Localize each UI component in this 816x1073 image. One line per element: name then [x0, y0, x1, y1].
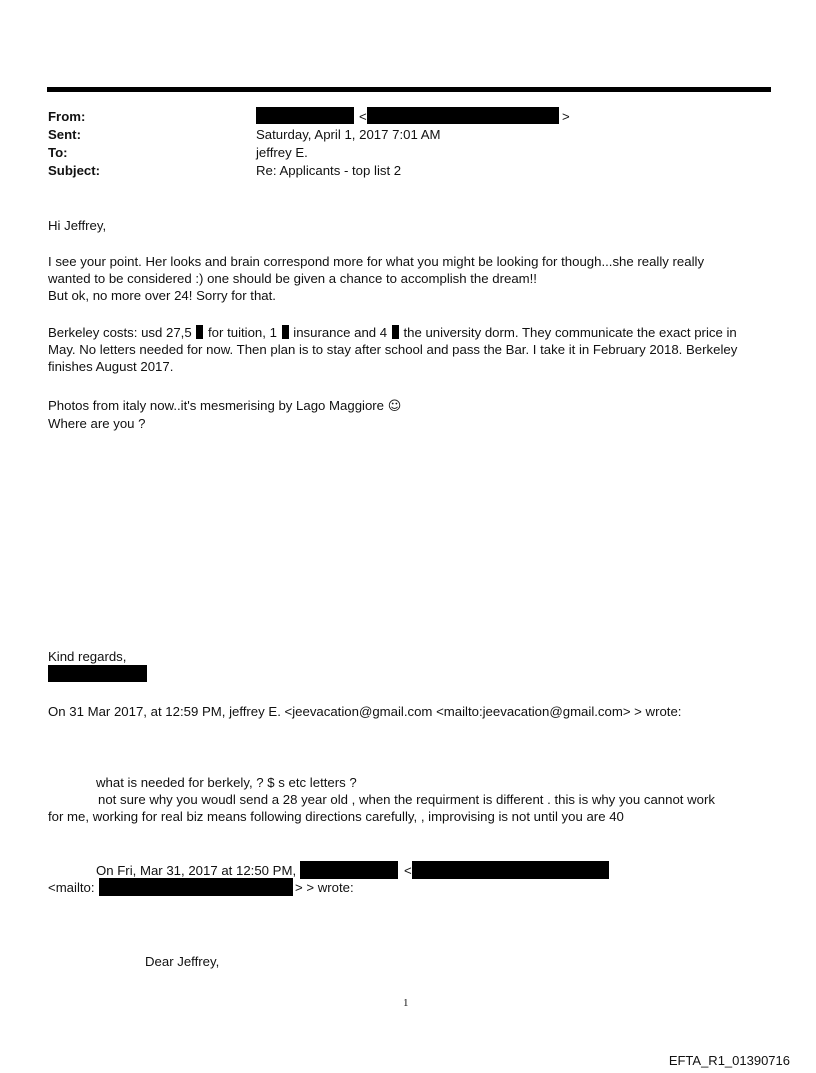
quote1-line-1: what is needed for berkely, ? $ s etc letters ? — [96, 775, 357, 790]
header-rule — [47, 87, 771, 92]
redacted-email — [412, 861, 609, 879]
text-segment: Berkeley costs: usd 27,5 — [48, 325, 192, 340]
redacted-name — [300, 861, 398, 879]
text-line: finishes August 2017. — [48, 359, 174, 374]
text-line: I see your point. Her looks and brain correspond more for what you might be looking for though...she really really — [48, 254, 705, 269]
redaction-mark — [196, 325, 203, 339]
from-label: From: — [48, 109, 86, 124]
body-paragraph-1 — [48, 253, 768, 304]
text-segment: insurance and 4 — [293, 325, 388, 340]
subject-label: Subject: — [48, 163, 101, 178]
redacted-sender-email — [367, 107, 559, 124]
from-angle-open: < — [359, 109, 367, 124]
text-line: But ok, no more over 24! Sorry for that. — [48, 288, 276, 303]
quote2-greeting: Dear Jeffrey, — [145, 954, 220, 969]
document-id: EFTA_R1_01390716 — [668, 1053, 790, 1068]
quote1-line-2: not sure why you woudl send a 28 year old , when the requirment is different . this is why you cannot work — [98, 792, 715, 807]
text-line — [48, 397, 768, 415]
to-label: To: — [48, 145, 68, 160]
quote2-mailto-prefix: <mailto: — [48, 880, 95, 895]
redaction-mark — [282, 325, 289, 339]
subject-value: Re: Applicants - top list 2 — [256, 163, 402, 178]
sent-value: Saturday, April 1, 2017 7:01 AM — [256, 127, 441, 142]
to-value: jeffrey E. — [256, 145, 308, 160]
text-line: Where are you ? — [48, 416, 146, 431]
redacted-signature — [48, 665, 147, 682]
quote1-line-3: for me, working for real biz means following directions carefully, , improvising is not until you are 40 — [48, 809, 624, 824]
page-number: 1 — [403, 997, 409, 1009]
quote1-attribution: On 31 Mar 2017, at 12:59 PM, jeffrey E. <jeevacation@gmail.com <mailto:jeevacation@gmail.com> > wrote: — [48, 704, 682, 719]
text-line: May. No letters needed for now. Then plan is to stay after school and pass the Bar. I take it in February 2018. Berkeley — [48, 342, 738, 357]
signoff: Kind regards, — [48, 649, 127, 664]
body-paragraph-3 — [48, 397, 768, 432]
redaction-mark — [392, 325, 399, 339]
text-line — [48, 324, 768, 341]
redacted-sender-name — [256, 107, 354, 124]
redacted-mailto — [99, 878, 293, 896]
quote2-attribution: On Fri, Mar 31, 2017 at 12:50 PM, — [96, 863, 297, 878]
text-segment: the university dorm. They communicate the exact price in — [403, 325, 737, 340]
quote2-wrote: > > wrote: — [295, 880, 354, 895]
smiley-icon: ☺ — [387, 399, 402, 414]
sent-label: Sent: — [48, 127, 81, 142]
text-segment: for tuition, 1 — [208, 325, 277, 340]
quote2-angle-open: < — [404, 863, 412, 878]
body-paragraph-2 — [48, 324, 768, 375]
text-segment: Photos from italy now..it's mesmerising by Lago Maggiore — [48, 398, 385, 413]
from-angle-close: > — [562, 109, 570, 124]
text-line: wanted to be considered :) one should be given a chance to accomplish the dream!! — [48, 271, 537, 286]
body-greeting: Hi Jeffrey, — [48, 218, 107, 233]
